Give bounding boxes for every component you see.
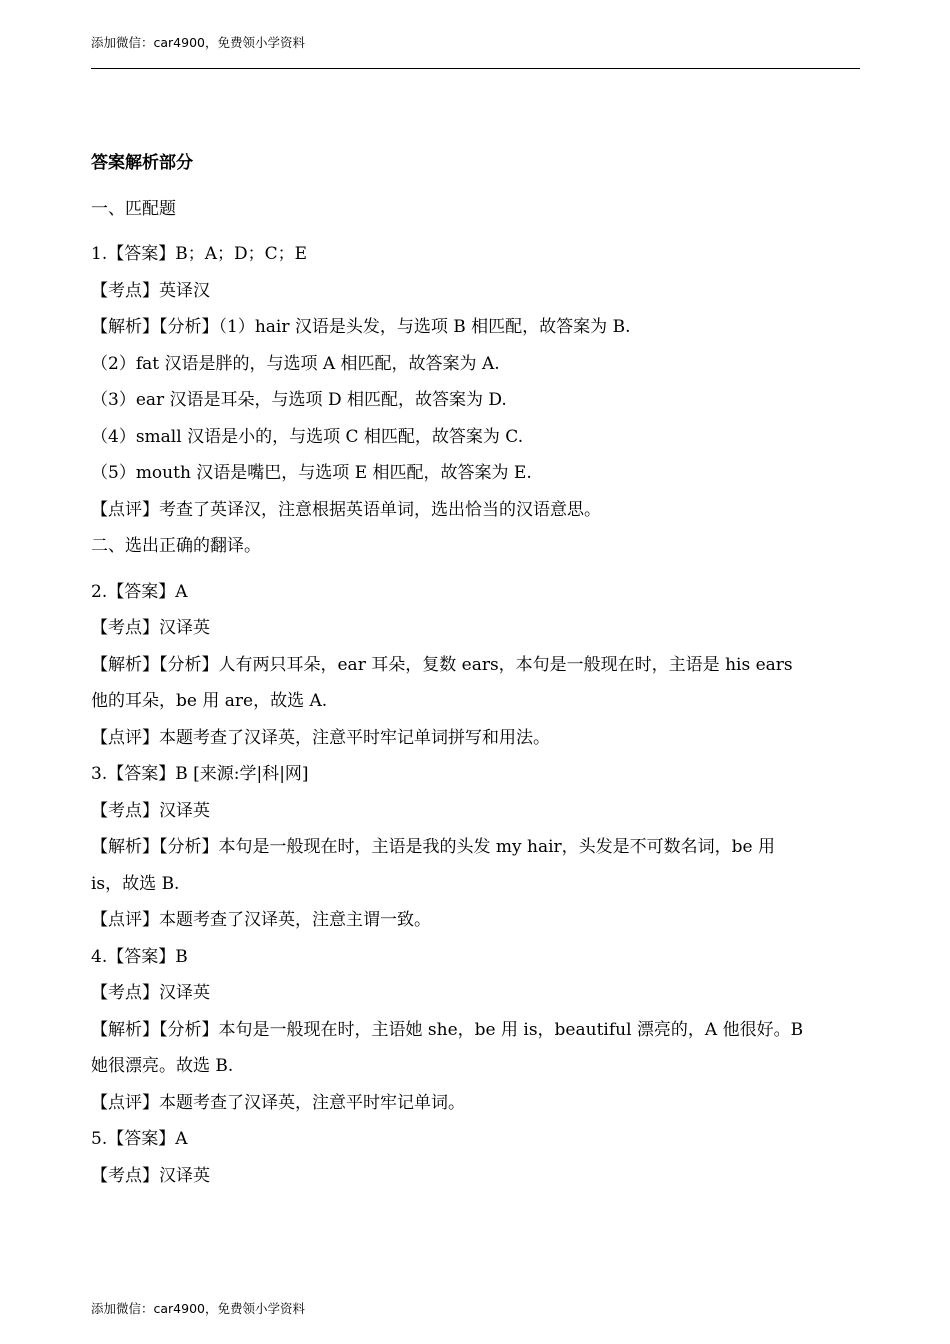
q2-comment: 【点评】本题考查了汉译英，注意平时牢记单词拼写和用法。 xyxy=(91,727,550,748)
q2-analysis-cont: 他的耳朵，be 用 are，故选 A. xyxy=(91,691,328,711)
q4-comment: 【点评】本题考查了汉译英，注意平时牢记单词。 xyxy=(91,1092,465,1113)
q4-analysis-cont: 她很漂亮。故选 B. xyxy=(91,1056,234,1076)
q3-comment: 【点评】本题考查了汉译英，注意主谓一致。 xyxy=(91,910,431,930)
q4-analysis: 【解析】【分析】本句是一般现在时，主语她 she，be 用 is，beautiful 漂亮的，A 他很好。B xyxy=(91,1019,804,1040)
q3-topic: 【考点】汉译英 xyxy=(91,800,210,821)
header-divider xyxy=(91,68,860,69)
q1-analysis-item-3: （3）ear 汉语是耳朵，与选项 D 相匹配，故答案为 D. xyxy=(91,390,507,410)
section-title: 答案解析部分 xyxy=(91,153,193,173)
page-footer: 添加微信：car4900，免费领小学资料 xyxy=(91,1301,305,1316)
q3-answer: 3.【答案】B [来源:学|科|网] xyxy=(91,764,309,784)
part-heading-matching: 一、匹配题 xyxy=(91,198,176,219)
part-heading-translation: 二、选出正确的翻译。 xyxy=(91,536,261,556)
q1-analysis-item-5: （5）mouth 汉语是嘴巴，与选项 E 相匹配，故答案为 E. xyxy=(91,463,532,483)
q1-topic: 【考点】英译汉 xyxy=(91,280,210,301)
q1-analysis-item-2: （2）fat 汉语是胖的，与选项 A 相匹配，故答案为 A. xyxy=(91,353,500,374)
page-header: 添加微信：car4900，免费领小学资料 xyxy=(91,35,305,50)
q1-analysis: 【解析】【分析】（1）hair 汉语是头发，与选项 B 相匹配，故答案为 B. xyxy=(91,317,631,337)
q2-analysis: 【解析】【分析】人有两只耳朵，ear 耳朵，复数 ears，本句是一般现在时，主语是 his ears xyxy=(91,654,793,675)
q5-answer: 5.【答案】A xyxy=(91,1129,188,1149)
q3-analysis-cont: is，故选 B. xyxy=(91,873,180,894)
q1-analysis-item-4: （4）small 汉语是小的，与选项 C 相匹配，故答案为 C. xyxy=(91,426,524,447)
q1-answer: 1.【答案】B；A；D；C；E xyxy=(91,244,308,264)
q2-answer: 2.【答案】A xyxy=(91,581,188,602)
q4-answer: 4.【答案】B xyxy=(91,946,188,967)
q4-topic: 【考点】汉译英 xyxy=(91,983,210,1003)
q3-analysis: 【解析】【分析】本句是一般现在时，主语是我的头发 my hair，头发是不可数名词，be 用 xyxy=(91,837,776,857)
q1-comment: 【点评】考查了英译汉，注意根据英语单词，选出恰当的汉语意思。 xyxy=(91,499,601,520)
q5-topic: 【考点】汉译英 xyxy=(91,1165,210,1186)
answer-analysis-section xyxy=(91,145,860,1194)
q2-topic: 【考点】汉译英 xyxy=(91,618,210,638)
